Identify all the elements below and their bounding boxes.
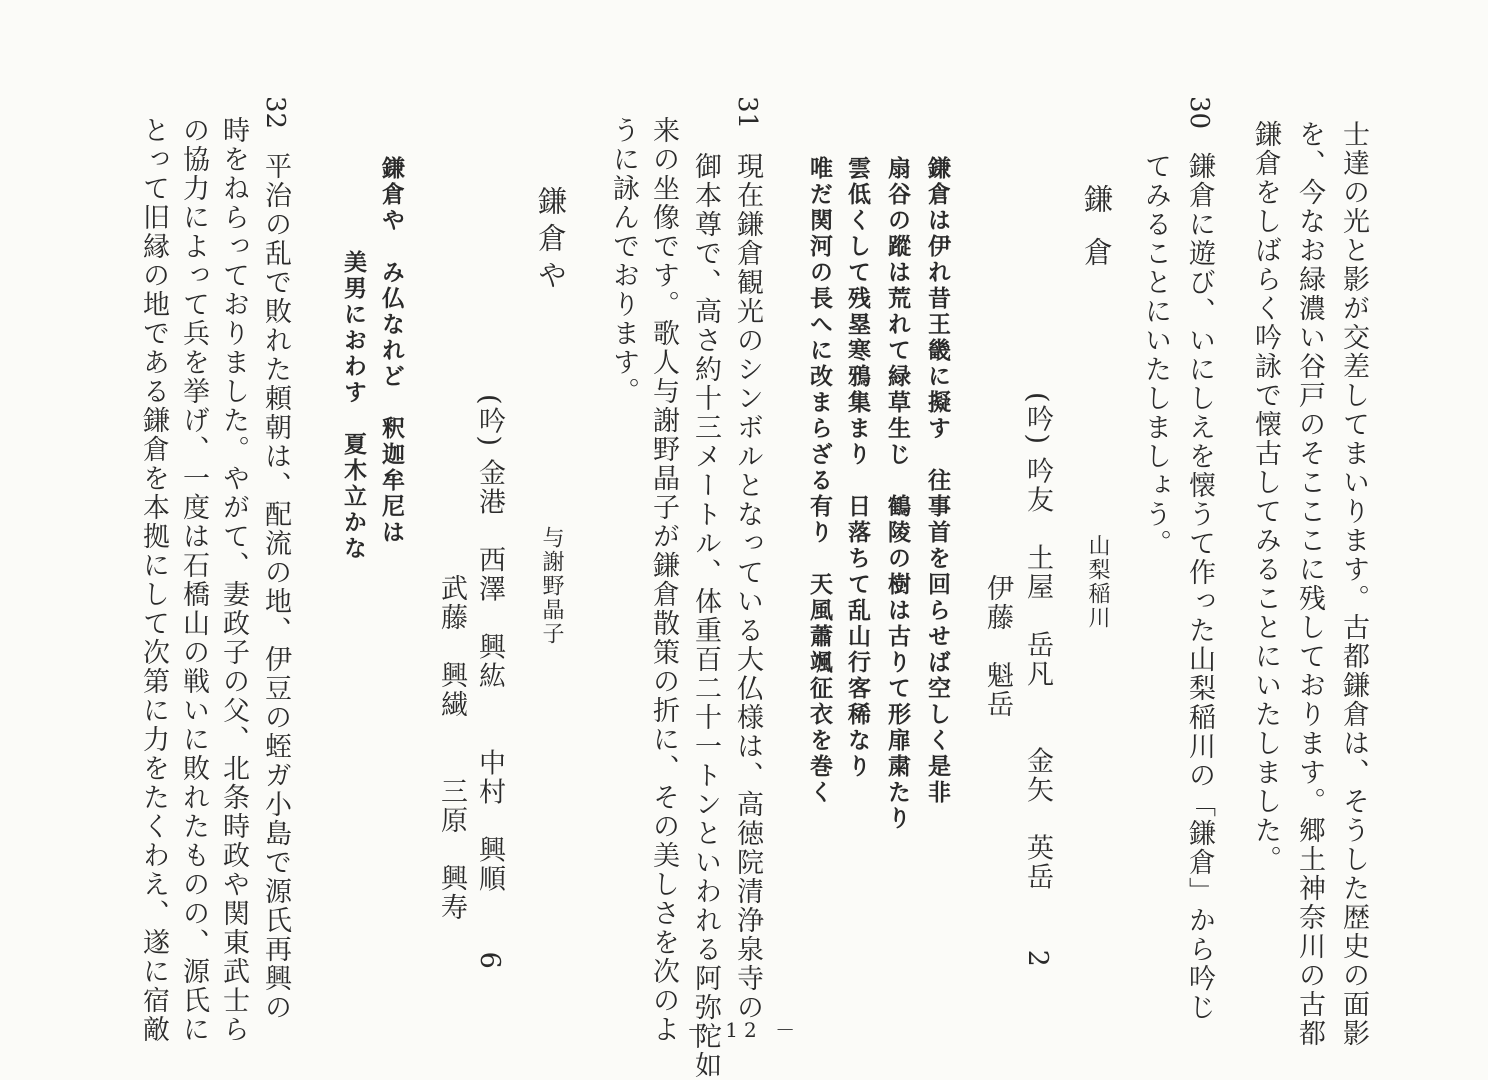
section-31-title: 鎌倉や — [534, 186, 568, 297]
section-31-line-2: 御本尊で、高さ約十三メートル、体重百二十一トンといわれる阿弥陀如 — [690, 152, 721, 1080]
section-31-poem-2: 美男におわす 夏木立かな — [340, 250, 367, 562]
section-30-poem-1: 鎌倉は伊れ昔王畿に擬す 往事首を回らせば空しく是非 — [924, 156, 951, 806]
section-32-line-3: の協力によって兵を挙げ、一度は石橋山の戦いに敗れたものの、源氏に — [178, 116, 209, 1044]
section-31-line-3: 来の坐像です。歌人与謝野晶子が鎌倉散策の折に、その美しさを次のよ — [648, 116, 679, 1044]
section-30-number: 30 — [1184, 96, 1214, 130]
section-30-line-1: 鎌倉に遊び、いにしえを懐うて作った山梨稲川の「鎌倉」から吟じ — [1184, 152, 1215, 1022]
section-31-author: 与謝野晶子 — [539, 526, 564, 646]
section-31-number: 31 — [732, 96, 762, 130]
section-30-poem-2: 扇谷の蹤は荒れて緑草生じ 鶴陵の樹は古りて形扉粛たり — [884, 156, 911, 832]
intro-line-3: 鎌倉をしばらく吟詠で懐古してみることにいたしました。 — [1250, 120, 1281, 874]
section-31-poem-1: 鎌倉や み仏なれど 釈迦牟尼は — [378, 156, 405, 546]
page-number: － 12 － — [686, 1018, 802, 1042]
section-30-poem-4: 唯だ関河の長へに改まらざる有り 天風蕭颯征衣を巻く — [806, 156, 833, 806]
section-31-performers-2: 武藤 興繊 三原 興寿 — [436, 574, 467, 922]
section-32-number: 32 — [260, 96, 290, 130]
section-30-title: 鎌倉 — [1080, 184, 1114, 290]
section-30-author: 山梨稲川 — [1085, 534, 1110, 630]
section-32-line-1: 平治の乱で敗れた頼朝は、配流の地、伊豆の蛭ガ小島で源氏再興の — [260, 152, 291, 1022]
section-31-line-1: 現在鎌倉観光のシンボルとなっている大仏様は、高徳院清浄泉寺の — [732, 152, 763, 1022]
section-31-line-4: うに詠んでおります。 — [608, 116, 639, 406]
intro-line-2: を、今なお緑濃い谷戸のそこここに残しております。郷土神奈川の古都 — [1294, 120, 1325, 1048]
section-30-performers-1: (吟) 吟友 土屋 岳凡 金矢 英岳 2 — [1022, 392, 1053, 969]
section-30-poem-3: 雲低くして残塁寒鴉集まり 日落ちて乱山行客稀なり — [844, 156, 871, 780]
section-30-line-2: てみることにいたしましょう。 — [1140, 152, 1171, 558]
section-31-performers-1: (吟) 金港 西澤 興紘 中村 興順 6 — [474, 394, 505, 971]
section-32-line-4: とって旧縁の地である鎌倉を本拠にして次第に力をたくわえ、遂に宿敵 — [138, 116, 169, 1044]
intro-line-1: 士達の光と影が交差してまいります。古都鎌倉は、そうした歴史の面影 — [1338, 120, 1369, 1048]
section-30-performers-2: 伊藤 魁岳 — [982, 574, 1013, 719]
section-32-line-2: 時をねらっておりました。やがて、妻政子の父、北条時政や関東武士ら — [218, 116, 249, 1044]
